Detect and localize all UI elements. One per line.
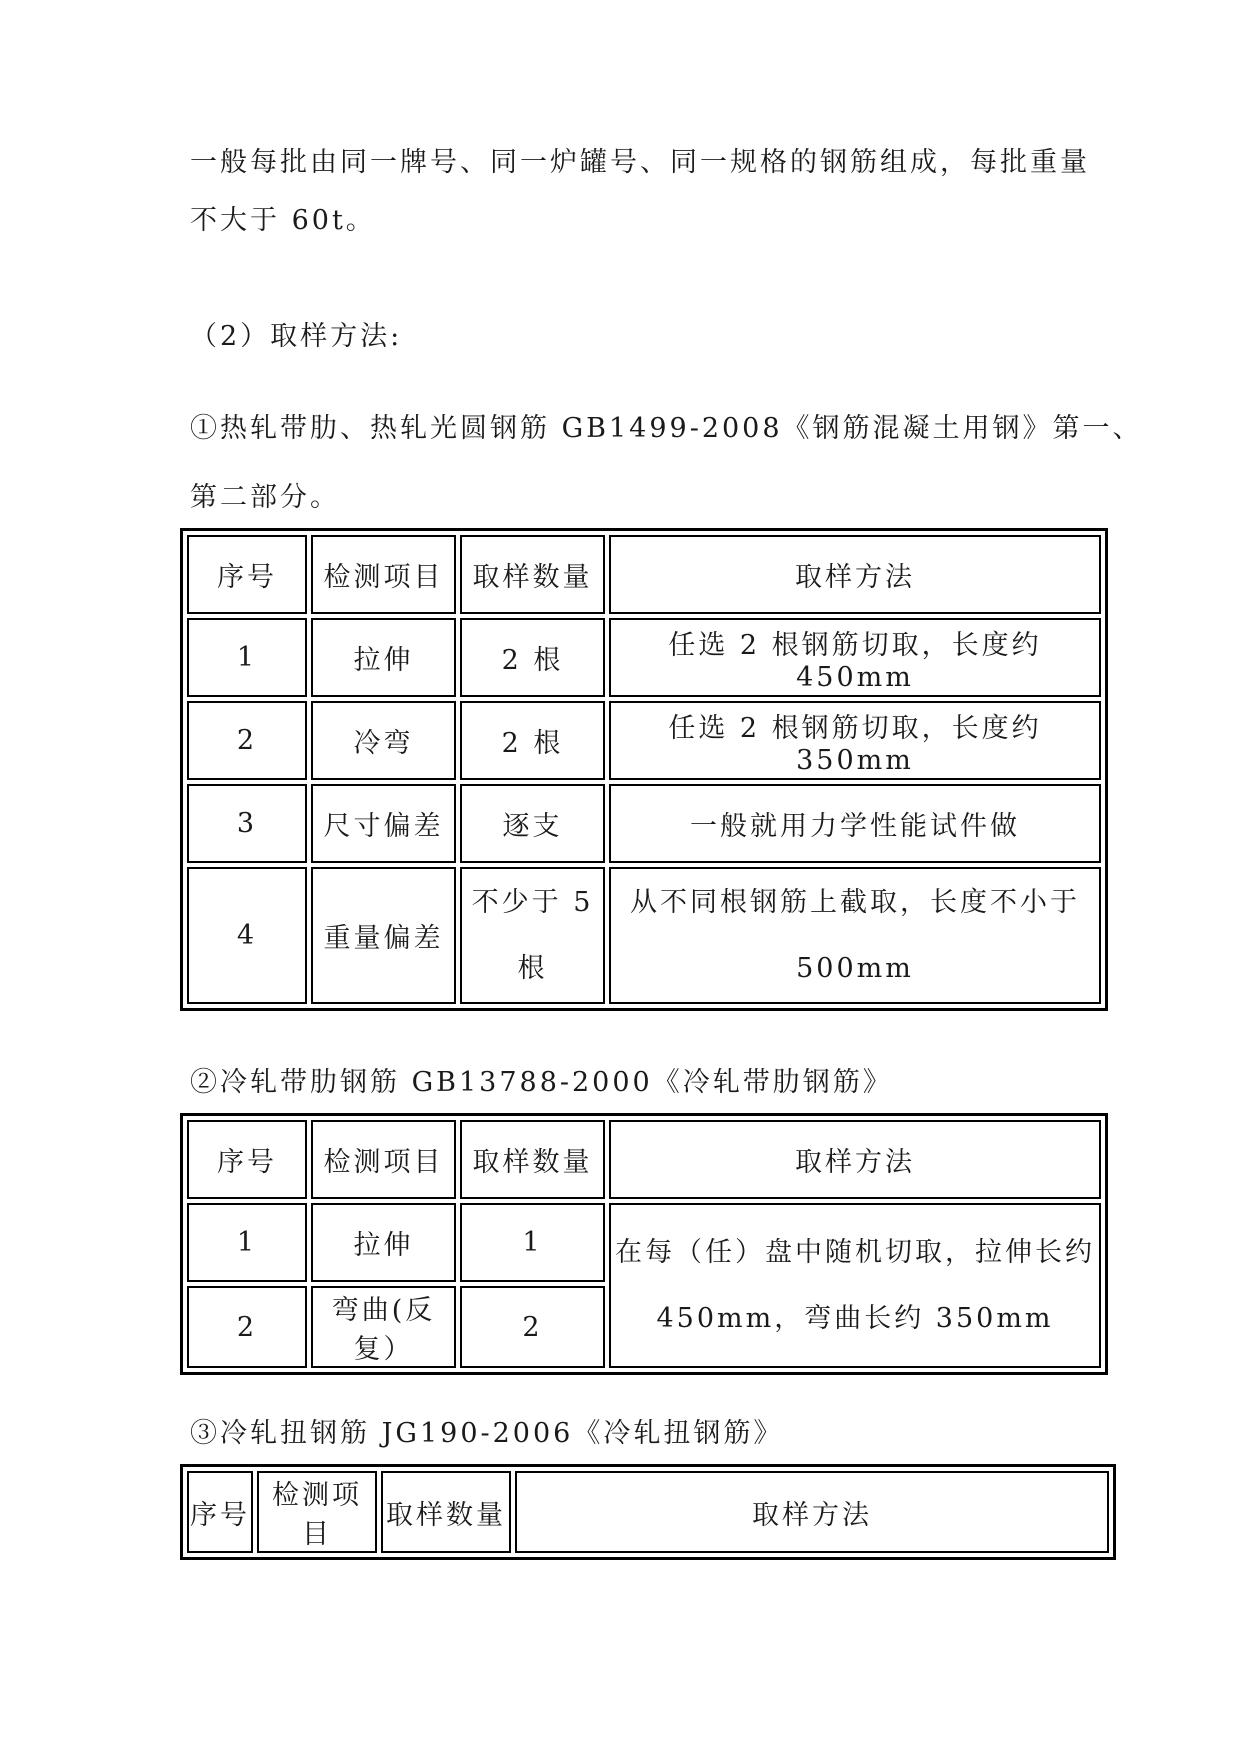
table-cell: 弯曲(反复） (311, 1286, 456, 1368)
cell-line: 500mm (796, 952, 914, 984)
table-cell: 2 根 (460, 618, 605, 697)
header-cell: 取样方法 (609, 1120, 1101, 1199)
table-cell: 任选 2 根钢筋切取，长度约 350mm (609, 701, 1101, 780)
header-cell: 序号 (187, 535, 307, 614)
table-header-row (187, 1471, 1109, 1553)
table-cell: 4 (187, 867, 307, 1004)
header-cell: 检测项目 (311, 1120, 456, 1199)
section-heading: （2）取样方法: (190, 321, 403, 352)
header-cell: 取样数量 (460, 1120, 605, 1199)
sampling-table-cold-rolled-ribbed (180, 1113, 1108, 1375)
table-cell: 拉伸 (311, 1203, 456, 1282)
table-cell: 1 (460, 1203, 605, 1282)
table-cell (609, 867, 1101, 1004)
paragraph-line: ①热轧带肋、热轧光圆钢筋 GB1499-2008《钢筋混凝土用钢》第一、 (190, 413, 1143, 444)
table-cell: 2 (187, 1286, 307, 1368)
header-cell: 检测项目 (311, 535, 456, 614)
header-cell: 取样数量 (460, 535, 605, 614)
cell-line: 450mm，弯曲长约 350mm (656, 1302, 1054, 1334)
table-cell: 2 (460, 1286, 605, 1368)
sampling-table-hot-rolled (180, 528, 1108, 1011)
table-row (187, 701, 1101, 780)
table-cell: 1 (187, 1203, 307, 1282)
header-cell: 检测项目 (257, 1471, 377, 1553)
table-cell: 逐支 (460, 784, 605, 863)
header-cell: 序号 (187, 1120, 307, 1199)
table-cell: 尺寸偏差 (311, 784, 456, 863)
table-cell (609, 1203, 1101, 1368)
table-cell: 2 根 (460, 701, 605, 780)
table-cell: 冷弯 (311, 701, 456, 780)
paragraph-line: ②冷轧带肋钢筋 GB13788-2000《冷轧带肋钢筋》 (190, 1067, 893, 1098)
paragraph-line: 不大于 60t。 (190, 205, 376, 236)
table-cell: 1 (187, 618, 307, 697)
table-row (187, 867, 1101, 1004)
table-cell: 2 (187, 701, 307, 780)
sampling-table-cold-rolled-twisted (180, 1464, 1116, 1560)
table-row (187, 784, 1101, 863)
table-cell: 拉伸 (311, 618, 456, 697)
table-cell: 一般就用力学性能试件做 (609, 784, 1101, 863)
header-cell: 取样方法 (609, 535, 1101, 614)
cell-line: 从不同根钢筋上截取，长度不小于 (630, 886, 1080, 918)
table-header-row (187, 1120, 1101, 1199)
table-cell (460, 867, 605, 1004)
table-cell: 3 (187, 784, 307, 863)
cell-line: 在每（任）盘中随机切取，拉伸长约 (615, 1236, 1095, 1268)
header-cell: 取样方法 (515, 1471, 1109, 1553)
cell-line: 根 (517, 952, 548, 984)
table-header-row (187, 535, 1101, 614)
table-cell: 任选 2 根钢筋切取，长度约 450mm (609, 618, 1101, 697)
table-cell: 重量偏差 (311, 867, 456, 1004)
paragraph-line: 第二部分。 (190, 482, 340, 513)
paragraph-line: ③冷轧扭钢筋 JG190-2006《冷轧扭钢筋》 (190, 1418, 784, 1449)
paragraph-line: 一般每批由同一牌号、同一炉罐号、同一规格的钢筋组成，每批重量 (190, 147, 1090, 178)
table-row (187, 618, 1101, 697)
table-row (187, 1203, 1101, 1282)
header-cell: 取样数量 (381, 1471, 511, 1553)
cell-line: 不少于 5 (471, 886, 594, 918)
header-cell: 序号 (187, 1471, 253, 1553)
